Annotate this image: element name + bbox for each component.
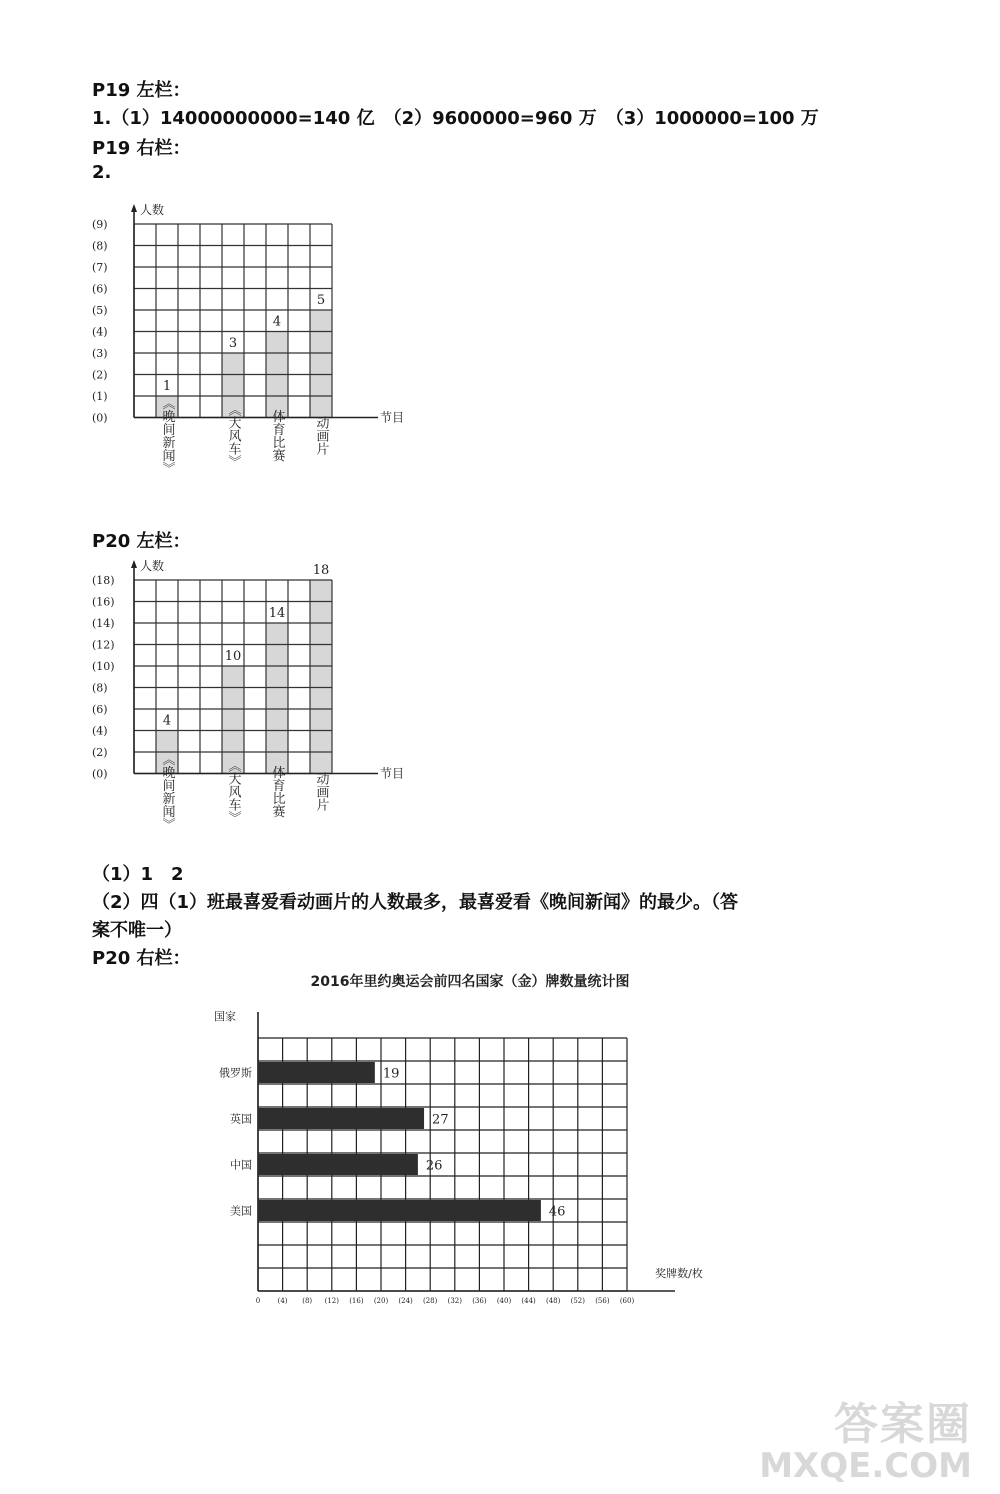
- x-tick-label: 0: [255, 1297, 261, 1305]
- answer-1: （1）1 2: [92, 864, 184, 885]
- x-tick-label: (44): [521, 1297, 536, 1305]
- category-label-2: 体育比赛: [269, 765, 285, 818]
- category-label-1: 《大风车》: [225, 759, 241, 824]
- category-label-3: 动画片: [313, 772, 329, 811]
- category-label-2: 中国: [230, 1158, 252, 1172]
- category-label-0: 《晚间新闻》: [159, 396, 175, 475]
- x-tick-label: (20): [373, 1297, 389, 1305]
- section-p19-right: P19 右栏：: [92, 138, 191, 159]
- y-tick-label: (16): [92, 595, 115, 609]
- y-tick-label: (4): [92, 325, 108, 339]
- section-p20-left: P20 左栏：: [92, 531, 191, 552]
- x-tick-label: (28): [423, 1297, 438, 1305]
- y-tick-label: (12): [92, 638, 115, 652]
- answer-2-line-2: 案不唯一）: [92, 920, 182, 941]
- chart-1-vertical-bar: [90, 196, 405, 508]
- y-tick-label: (2): [92, 368, 108, 382]
- y-axis-label: 国家: [214, 1010, 236, 1023]
- x-tick-label: (60): [619, 1297, 635, 1305]
- x-tick-label: (12): [324, 1297, 339, 1305]
- category-label-3: 动画片: [313, 416, 329, 455]
- data-label-0: 4: [162, 713, 172, 729]
- watermark-logo: 答案圈: [834, 1399, 972, 1450]
- x-axis-label: 奖牌数/枚: [655, 1267, 703, 1280]
- y-tick-label: (2): [92, 746, 108, 759]
- y-tick-label: (5): [92, 304, 108, 317]
- data-label-0: 19: [382, 1066, 400, 1082]
- x-tick-label: (48): [546, 1297, 561, 1305]
- y-tick-label: (8): [92, 681, 108, 695]
- data-label-2: 4: [272, 314, 282, 330]
- bar-1: [222, 666, 244, 774]
- bar-2: [266, 623, 288, 774]
- category-label-1: 《大风车》: [225, 403, 241, 468]
- data-label-0: 1: [162, 379, 172, 394]
- section-p19-left: P19 左栏：: [92, 80, 191, 101]
- data-label-3: 5: [316, 293, 326, 308]
- bar-3: [258, 1200, 541, 1221]
- x-tick-label: (4): [277, 1297, 288, 1305]
- category-label-0: 《晚间新闻》: [159, 752, 175, 831]
- y-axis-arrow: [131, 560, 137, 568]
- x-tick-label: (8): [302, 1297, 313, 1305]
- x-axis-label: 节目: [380, 766, 405, 781]
- category-label-0: 俄罗斯: [219, 1066, 252, 1080]
- x-tick-label: (16): [349, 1297, 364, 1305]
- bar-1: [258, 1108, 424, 1129]
- y-tick-label: (14): [92, 617, 115, 630]
- y-tick-label: (7): [92, 261, 108, 274]
- bar-3: [310, 310, 332, 418]
- answer-2-line-1: （2）四（1）班最喜爱看动画片的人数最多，最喜爱看《晚间新闻》的最少。（答: [92, 892, 739, 913]
- bar-0: [258, 1062, 375, 1083]
- category-label-2: 体育比赛: [269, 409, 285, 462]
- x-tick-label: (56): [595, 1297, 610, 1305]
- answer-q1: 1.（1）14000000000=140 亿 （2）9600000=960 万 （3）1000000=100 万: [92, 108, 819, 129]
- watermark-url: MXQE.COM: [759, 1446, 972, 1486]
- y-tick-label: (0): [92, 767, 108, 781]
- data-label-1: 3: [228, 336, 238, 351]
- category-label-3: 美国: [230, 1204, 252, 1218]
- data-label-1: 27: [432, 1112, 449, 1128]
- data-label-3: 18: [312, 563, 330, 578]
- y-tick-label: (6): [92, 703, 108, 716]
- x-tick-label: (24): [398, 1297, 413, 1305]
- y-tick-label: (10): [92, 660, 115, 673]
- y-tick-label: (0): [92, 411, 108, 425]
- data-label-1: 10: [224, 649, 242, 664]
- y-axis-label: 人数: [140, 559, 165, 573]
- y-tick-label: (6): [92, 282, 108, 296]
- y-tick-label: (18): [92, 574, 115, 587]
- y-tick-label: (4): [92, 724, 108, 738]
- chart-2-vertical-bar: [90, 552, 405, 858]
- data-label-3: 46: [548, 1204, 566, 1220]
- question-2-label: 2.: [92, 162, 112, 183]
- y-tick-label: (9): [92, 218, 108, 231]
- chart-title: 2016年里约奥运会前四名国家（金）牌数量统计图: [310, 974, 630, 990]
- data-label-2: 26: [425, 1158, 443, 1174]
- x-tick-label: (40): [496, 1297, 512, 1305]
- watermark: [759, 1399, 972, 1486]
- y-axis-label: 人数: [140, 203, 165, 217]
- x-axis-label: 节目: [380, 410, 405, 425]
- y-tick-label: (3): [92, 347, 108, 360]
- y-tick-label: (8): [92, 239, 108, 253]
- section-p20-right: P20 右栏：: [92, 948, 191, 969]
- data-label-2: 14: [268, 606, 286, 621]
- x-tick-label: (36): [472, 1297, 487, 1305]
- chart-3-horizontal-bar: [200, 964, 740, 1310]
- category-label-1: 英国: [230, 1112, 252, 1126]
- y-axis-arrow: [131, 204, 137, 212]
- y-tick-label: (1): [92, 390, 108, 403]
- x-tick-label: (52): [570, 1297, 585, 1305]
- bar-2: [258, 1154, 418, 1175]
- bar-3: [310, 580, 332, 774]
- x-tick-label: (32): [447, 1297, 462, 1305]
